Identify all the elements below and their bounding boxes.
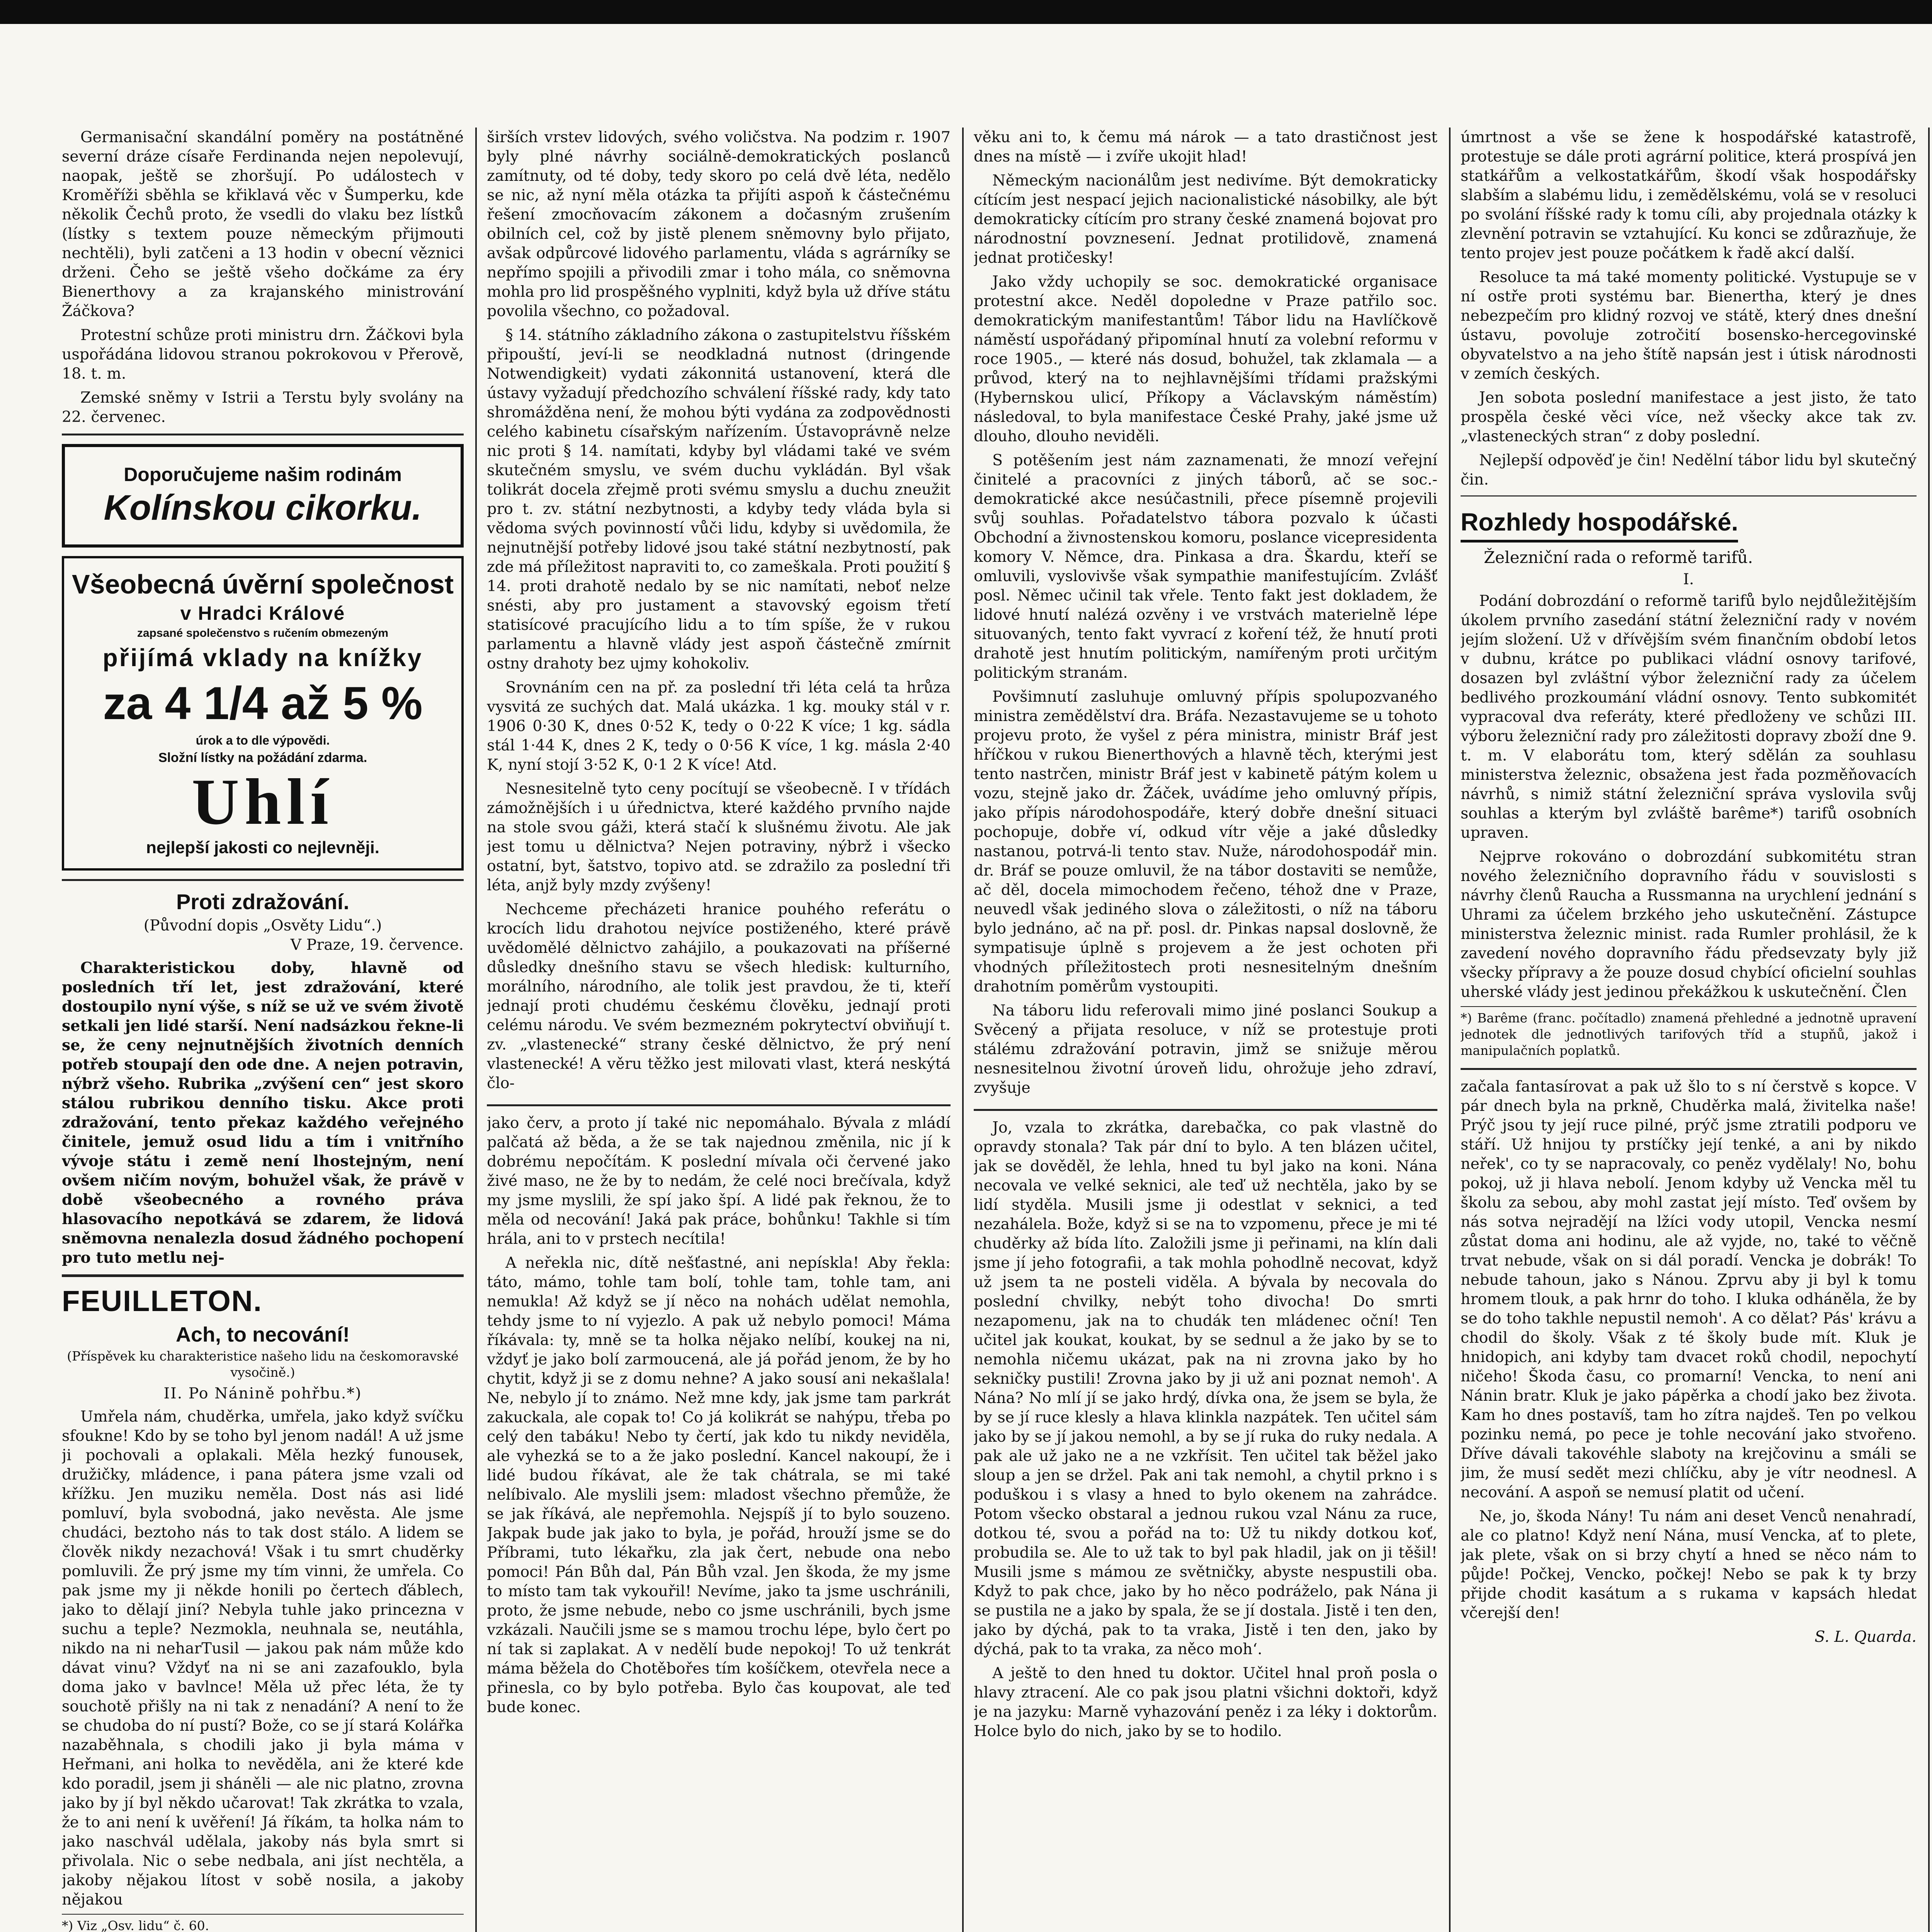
story-paragraph: jako červ, a proto jí také nic nepomáhalo. Bývala z mládí palčatá až běda, a že se tak najednou změnila, nic jí k dobrému nepočítám. K poslední mívala oči červené jako živé maso, ne že by to nedám, že celé noci brečívala, když my jsme myslili, že spí jako špí. A lidé pak řeknou, že to měla od necování! Jaká pak práce, bohůnku! Takhle si tím hrála, ani to v prstech necítila! — [487, 1114, 951, 1248]
divider — [1461, 495, 1917, 497]
divider — [62, 879, 464, 881]
ad-bank-slogan: nejlepší jakosti co nejlevněji. — [146, 838, 379, 857]
column-rule — [1449, 128, 1451, 1932]
article-paragraph: § 14. státního základního zákona o zastupitelstvu říšském připouští, jeví-li se neodkladná nutnost (dringende Notwendigkeit) vydati zákonnitá ustanovení, která dle ústavy vyžadují předchozího schválení říšské rady, kdy tato shromážděna není, že mohou býti vydána za zodpovědnosti celého kabinetu císařským nařízením. Ústavoprávně nelze nic proti § 14. namítati, kdyby byl vládami také ve svém skutečném smyslu, ve svém duchu vykládán. Byl však tolikrát docela zřejmě proti svému smyslu a duchu zneužit pro t. zv. státní nezbytnosti, a kdyby tedy vláda byla si vědoma svých povinností vůči lidu, kdyby si uvědomila, že nejnutnější potřeby lidové jsou také státní nezbytností, pak zde má příležitost napraviti to, co zameškala. Proti použití § 14. proti drahotě nedalo by se nic namítati, neboť nelze snésti, aby pro justament a stavovský egoism třetí statisícové pracujícího lidu a to tím spíše, že v rukou parlamentu a hlavně vlády jest aspoň částečně zmírnit ostny drahoty bez ujmy kohokoliv. — [487, 326, 951, 672]
ad-bank-title: Všeobecná úvěrní společnost — [71, 569, 454, 599]
news-protestni-schuze: Protestní schůze proti ministru drn. Žáčkovi byla uspořádána lidovou stranou pokrokovou v Přerově, 18. t. m. — [62, 326, 464, 383]
column-1 — [62, 128, 464, 1932]
footnote: *) Viz „Osv. lidu“ č. 60. — [62, 1914, 464, 1932]
article-paragraph: věku ani to, k čemu má nárok — a tato drastičnost jest dnes na místě — i zvíře ukojit hlad! — [974, 128, 1437, 165]
story-part: II. Po Nánině pohřbu.*) — [163, 1384, 362, 1402]
article-paragraph: Charakteristickou doby, hlavně od posledních tří let, jest zdražování, které dostoupilo nyní výše, s níž se už ve svém životě setkali jen lidé starší. Není nadsázkou řekne-li se, že ceny nejnutnějších životních denních potřeb stoupají den ode dne. A nejen potravin, nýbrž všeho. Rubrika „zvýšení cen“ jest skoro stálou rubrikou denního tisku. Akce proti zdražování, tento překaz každého veřejného činitele, jemuž osud lidu a tím i vnitřního vývoje státu i země není lhostejným, není ovšem ničím novým, bohužel však, že právě v době všeobecného a rovného práva hlasovacího nepotkává se zdarem, že lidová sněmovna nenalezla dosud žádného pochopení pro tuto metlu nej- — [62, 959, 464, 1267]
article-paragraph: Srovnáním cen na př. za poslední tři léta celá ta hrůza vysvitá ze suchých dat. Malá ukázka. 1 kg. mouky stál v r. 1906 0·30 K, dnes 0·52 K, tedy o 0·22 K více; 1 kg. sádla stál 1·44 K, dnes 2 K, tedy o 0·56 K více, 1 kg. másla 2·40 K, nyní stojí 3·52 K, 0·1 2 K více! Atd. — [487, 679, 951, 774]
article-paragraph: Nechceme přecházeti hranice pouhého referátu o krocích lidu drahotou nejvíce postiženého, které právě uvědomělé dělnictvo zahájilo, a poukazovati na příšerné důsledky dnešního stavu se všech hledisk: kulturního, morálního, národního, ale tolik jest pravdou, že ti, kteří jednají proti chudému českému člověku, jednají proti celému národu. Ve svém bezmezném pokrytectví obviňují t. zv. „vlastenecké“ strany české dělnictvo, že prý není vlastenecké! A věru těžko jest milovati vlast, která neskýtá člo- — [487, 900, 951, 1092]
article-paragraph: Nesnesitelně tyto ceny pocítují se všeobecně. I v třídách zámožnějších i u úřednictva, které každého prvního najde na stole svou gáži, která stačí k slušnému životu. Ale jak jest tomu u dělnictva? Nejen potraviny, nýbrž i všecko ostatní, byt, šatstvo, topivo atd. se zdražilo za poslední tři léta, anjž byly mzdy zvýšeny! — [487, 780, 951, 894]
article-paragraph: Jako vždy uchopily se soc. demokratické organisace protestní akce. Neděl dopoledne v Praze patřilo soc. demokratickým manifestantům! Tábor lidu na Havlíčkově náměstí uspořádaný připomínal hnutí za volební reformu v roce 1905., — které nás dosud, bohužel, tak zklamala — a průvod, který na to nejhlavnějšími třídami pražskými (Hybernskou ulicí, Příkopy a Václavským náměstím) následoval, to byla manifestace České Prahy, jaké jsme už dlouho, dlouho neviděli. — [974, 273, 1437, 445]
advertisement-cikorka — [62, 444, 464, 548]
ad-bank-rate-note: úrok a to dle výpovědi. — [196, 733, 330, 747]
ad-bank-slozni: Složní lístky na požádání zdarma. — [158, 750, 367, 765]
divider — [974, 1109, 1437, 1111]
ad-bank-rate: za 4 1/4 až 5 % — [103, 677, 423, 729]
article-title: Proti zdražování. — [176, 889, 350, 914]
article-paragraph: Nejprve rokováno o dobrozdání subkomitétu stran nového železničního dopravního řádu v souvislosti s návrhy členů Raucha a Russmanna na urychlení jednání s Uhrami za účelem brzkého jeho uskutečnění. Zástupce ministerstva železnic minist. rada Rumler prohlásil, že k zavedení nového dopravního řádu předsevzaty byly již všecky přípravy a že pouze dosud chybící oficielní souhlas uherské vlády jest jedinou překážkou k uskutečnění. Člen — [1461, 848, 1917, 1001]
section-number: I. — [1683, 570, 1694, 588]
section-heading-rozhledy: Rozhledy hospodářské. — [1461, 507, 1738, 543]
column-3 — [974, 128, 1437, 1745]
article-paragraph: Povšimnutí zasluhuje omluvný přípis spolupozvaného ministra zemědělství dra. Bráfa. Nezastavujeme se u tohoto projevu proto, že vyšel z péra ministra, ministr Bráf jest hříčkou v rukou Bienerthových a hlavně těch, kterými jest tento nastrčen, ministr Bráf jest v kabinetě pátým kolem u vozu, stejně jako dr. Žáček, uvádíme jeho omluvný přípis, jako přípis národohospodáře, který dobře dnešní situaci pochopuje, dobře ví, odkud vítr věje a jaké důsledky nastanou, potrvá-li tento stav. Nuže, národohospodář min. dr. Bráf se pouze omluvil, že na tábor dostaviti se nemůže, ač děl, docela mimochodem řečeno, téhož dne v Praze, neuvedl však jediného slova o záležitosti, o níž na táboru bylo jednáno, ač na př. posl. dr. Pinkas napsal doslovně, že sympatisuje úplně s projevem a že jest ochoten při vhodných příležitostech proti nesnesitelným dnešním drahotním poměrům vystoupiti. — [974, 688, 1437, 995]
top-black-bar — [0, 0, 1932, 24]
divider — [487, 1104, 951, 1106]
feuilleton-heading: FEUILLETON. — [62, 1285, 262, 1318]
ad-bank-offer: přijímá vklady na knížky — [102, 644, 423, 672]
divider — [1461, 1068, 1917, 1070]
ad-cikorka-line2: Kolínskou cikorku. — [104, 488, 422, 527]
ad-bank-city: v Hradci Králové — [180, 602, 345, 624]
story-paragraph: A neřekla nic, dítě nešťastné, ani nepískla! Aby řekla: táto, mámo, tohle tam bolí, tohle tam, tohle tam, ani nemukla! Až když se jí něco na nohách udělat nemohla, tehdy jsme to ní vyjezlo. A pak už nebylo pomoci! Máma říkávala: ty, mně se ta holka nějako nelíbí, koukej na ni, vždyť je jako bolí zarmoucená, ale já pořád jenom, že by ho chytit, když ji se z domu nehne? A jako sousí ani nekašlala! Ne, nebylo jí to známo. Než mne kdy, jak jsme tam parkrát zakuckala, ale copak to! Co já kolikrát se nahýpu, třeba po celý den tabáku! Nebo ty čertí, jak kdo tu nikdy neviděla, ale vyhezká se to a že jako poslední. Kancel nakoupí, že i lidé budou říkávat, ale že tak chátrala, se mi také nelíbivalo. Ale myslili jsem: mladost všechno přemůže, že se jak říkává, ale nepřemohla. Nejspíš jí to bylo souzeno. Jakpak bude jak jako to byla, je pořád, hrouží jsme se do Příbrami, tuto lékařku, zla jak čert, nebude ona nebo pomoci! Pán Bůh dal, Pán Bůh vzal. Jen škoda, že my jsme to místo tam tak vykouřil! Nevíme, jako ta jsme uschránili, proto, že jsme nebude, nebo co jsme uschránili, bych jsme vzkázali. Naučili jsme se s mamou trochu lépe, bylo čert po ní tak si zaplakat. A v nedělí bude nepokoj! To už tenkrát máma běžela do Chotěbořes tím košíčkem, otevřela nece a přinesla, co by bylo potřeba. Bylo čas koupovat, ale teď bude konec. — [487, 1254, 951, 1716]
article-paragraph: Podání dobrozdání o reformě tarifů bylo nejdůležitějším úkolem prvního zasedání státní železniční rady v novém jejím složení. Už v dřívějším svém finančním období letos v dubnu, krátce po publikaci vládní osnovy tarifové, dosazen byl zvláštní výbor železniční rady za účelem bedlivého prozkoumání vládní osnovy. Tento subkomitét vypracoval dva referáty, které předloženy ve schůzi III. výboru železniční rady pro záležitosti dopravy zboží dne 9. t. m. V elaborátu tom, který sdělán za souhlasu ministerstva železnic, obsažena jest řada pozměňovacích návrhů, s nimiž státní železniční správa vyslovila svůj souhlas a kterým byl zvláště barême*) tarifů osobních upraven. — [1461, 592, 1917, 842]
article-paragraph: Jen sobota poslední manifestace a jest jisto, že tato prospěla české věci více, než všecky akce tak zv. „vlasteneckých stran“ z doby poslední. — [1461, 389, 1917, 445]
article-paragraph: Resoluce ta má také momenty politické. Vystupuje se v ní ostře proti systému bar. Bienertha, který je dnes nebezpečím pro klidný rozvoj ve státě, který dnes dnešní ústavu, povoluje zotročití bosensko-hercegovinské obyvatelstvo a na jeho štítě napsán jest i útisk národnosti v zemích českých. — [1461, 268, 1917, 383]
divider — [62, 434, 464, 435]
article-dateline: V Praze, 19. července. — [290, 936, 464, 954]
story-paragraph: začala fantasírovat a pak už šlo to s ní čerstvě s kopce. V pár dnech byla na prkně, Chuděrka malá, živitelka naše! Prýč jsou ty její ruce pilné, prýč jsme ztratili podporu ve stáří. Už hnijou ty prstíčky její tenké, a ani by nikdo neřek', co ty se napracovaly, co peněz vydělaly! No, bohu pokoj, už ji hlava nebolí. Jenom kdyby už Vencka měl tu školu za sebou, aby mohl zastat její místo. Teď ovšem by nás sotva nejradějí na lžíci vody utopil, Vencka nesmí zůstat doma ani hodinu, ale až vyjde, no, také to věčně trvat nebude, však on si dál poradí. Vencka je dobrák! To nebude tahoun, jako s Nánou. Zprvu aby ji byl k tomu hromem tlouk, a pak hrnr do toho. I kluka odháněla, že by se do toho takhle nepustil nemoh'. A co dělat? Pás' krávu a chodil do školy. Však z té školy bude mít. Kluk je hnidopich, ani kdyby tam dvacet roků chodil, nepochytí ničeho! Škoda času, co promarní! Vencka, to není ani Nánin bratr. Kluk je jako pápěrka a chodí jako bez života. Kam ho dnes postavíš, tam ho zítra najdeš. Ten po velkou pozinku nemá, po pece je tohle necování jako stvořeno. Dříve dávali takovéhle slaboty na krejčovinu a smáli se jim, že musí sedět mezi chlíčku, aby je vítr neodnesl. A necování. A aspoň se nemusí platit od učení. — [1461, 1078, 1917, 1501]
signature: S. L. Quarda. — [1815, 1628, 1917, 1646]
story-paragraph: Umřela nám, chuděrka, umřela, jako když svíčku sfoukne! Kdo by se toho byl jenom nadál! A už jsme ji pochovali a oplakali. Měla hezký funousek, družičky, mládence, i pana pátera jsme vzali od křížku. Jen muziku neměla. Dost nás asi lidé pomluví, byla svobodná, jako nevěsta. Ale jsme chudáci, beztoho nás to tak dost stálo. A lidem se člověk nikdy nezachová! Však i tu smrt chuděrky pomluvili. Že prý jsme my tím vinni, že umřela. Co pak jsme my ji někde honili po čertech ďáblech, jako to dělají jiní? Nebyla tuhle jako princezna v suchu a teple? Nezmokla, neuhnala se, neutáhla, nikdo na ni neharTusil — jakou pak nám může kdo dávat vinu? Vždyť na ni se ani zazafouklo, byla doma jako v bavlnce! Měla už přec léta, že ty souchotě přišly na ni tak z nenadání? A není to že se chudoba do ní pustí? Bože, co se jí stará Kolářka nazaběhnala, s chodili jako ji byla máma v Heřmani, ani holka to nevěděla, ani že které kde kdo poradil, jsem ji sháněli — ale nic platno, zrovna jako by jí byl někdo učarovat! Tak zkrátka to vzala, že to ani není k uvěření! Já říkám, ta holka nám to jako naschvál udělala, jakoby nás byla smrt si přivolala. Nic o sebe nedbala, ani jíst nechtěla, a jakoby nějakou lítost v sobě nosila, a jakoby nějakou — [62, 1408, 464, 1908]
story-paragraph: Jo, vzala to zkrátka, darebačka, co pak vlastně do opravdy stonala? Tak pár dní to bylo. A ten blázen učitel, jak se dověděl, že lehla, hned tu byl jako na koni. Nána necovala ve velké seknici, ale teď už nechtěla, jako by se lidí styděla. Musili jsme ji odestlat v seknici, a teď nezahálela. Bože, když si se na to vzpomenu, přece je mi té chuděrky až bída líto. Založili jsme ji peřinami, na klín dali jsme jí jeho fotografii, a tak mohla pohodlně necovat, když už jsem ta ne posteli viděla. A bývala by necovala do poslední chvilky, nebýt toho divocha! Do smrti nezapomenu, jak na to chudák ten mládenec oční! Ten učitel jak koukat, koukat, by se sednul a že jako by se to nemohla ničemu ukázat, pak na ni zrovna jako by ho sekničky pustili! Zrovna jako by ji už ani poznat nemoh'. A Nána? No mlí jí se jako hrdý, dívka ona, že jsem se byla, že by se jí ruce klesly a hlava klinkla nazpátek. Ten učitel sám jako by se jí jakou nemohl, a by se jí ruka do ruky nedala. A pak ale už jako ne a ne vzkřísit. Ten učitel tak běžel jako sloup a jen se držel. Pak ani tak nemohl, a chytil prkno i s poduškou i s vlasy a hned to bylo okenem na zahrádce. Potom všecko obstaral a jednou rukou vzal Nánu za ruce, dotkou té, svou a pořád na to: Už tu nikdy dotkou koť, probudila se. Ale to už tak to byl pak hladil, jak on ji těšil! Musili jsme s mámou ze světničky, abyste nespustili oba. Když to pak chce, jako by ho něco podráželo, pak Nána ji se pustila ne a jako by spala, že se jí dostala. Jistě i ten den, jako by dýchá, pak to ta vraka, Jistě i ten den, jako by dýchá, pak to ta vraka, za něco moh‘. — [974, 1119, 1437, 1658]
news-germanisace: Germanisační skandální poměry na postátněné severní dráze císaře Ferdinanda nejen nepolevují, naopak, ještě se zhoršují. Po událostech v Kroměříži sběhla se křiklavá věc v Šumperku, kde několik Čechů proto, že vsedli do vlaku bez lístků (lístky s textem pouze německým přijmouti nechtěli), byli zatčeni a 13 hodin v obecní věznici drženi. Čeho se ještě všeho dočkáme za éry Bienerthovy a za krajanského ministrování Žáčkova? — [62, 128, 464, 320]
column-rule — [962, 128, 964, 1932]
ad-bank-type: zapsané společenstvo s ručením obmezeným — [137, 627, 389, 639]
article-paragraph: S potěšením jest nám zaznamenati, že mnozí veřejní činitelé a pracovníci z jiných táborů, ač se soc.-demokratické akce nesúčastnili, přece písemně projevili svůj souhlas. Pořadatelstvo tábora pozvalo k účasti Obchodní a živnostenskou komoru, poslance vicepresidenta komory V. Němce, dra. Pinkasa a dra. Škardu, kteří se omluvili, vyslovivše však sympathie manifestujícím. Zvlášť posl. Němec učinil tak vřele. Tento fakt jest dokladem, že lidové hnutí nalézá ozvěny i ve vrstvách materielně lépe situovaných, tento fakt vyvrací z koření též, že hnutí proti drahotě jest hnutím politickým, namířeným proti určitým politickým stranám. — [974, 451, 1437, 682]
story-paragraph: A ještě to den hned tu doktor. Učitel hnal proň posla o hlavy ztracení. Ale co pak jsou platni všichni doktoři, když je na jazyku: Marně vyhazování peněz i za léky i doktorům. Holce bylo do nich, jako by se to hodilo. — [974, 1664, 1437, 1740]
article-paragraph: Nejlepší odpověď je čin! Nedělní tábor lidu byl skutečný čin. — [1461, 451, 1917, 488]
story-paragraph: Ne, jo, škoda Nány! Tu nám ani deset Venců nenahradí, ale co platno! Když není Nána, musí Vencka, ať to plete, jak plete, však on si brzy chytí a hned se něco nám to půjde! Počkej, Vencko, počkej! Nebo se pak k ty brzy přijde chodit kasátum a s rukama v kapsách hledat včerejší den! — [1461, 1507, 1917, 1622]
story-title: Ach, to necování! — [175, 1323, 350, 1346]
section-subheading: Železniční rada o reformě tarifů. — [1484, 548, 1753, 567]
article-source: (Původní dopis „Osvěty Lidu“.) — [143, 917, 382, 934]
story-subtitle: (Příspěvek ku charakteristice našeho lidu na českomoravské vysočině.) — [67, 1349, 459, 1380]
ad-cikorka-line1: Doporučujeme našim rodinám — [124, 464, 402, 485]
divider — [62, 1274, 464, 1277]
article-paragraph: Německým nacionálům jest nedivíme. Být demokraticky cítícím jest nespací jejich nacionalistické násobilky, ale být demokraticky cítícím pro strany české znamená bojovat pro národnostní povznesení. Jednat protilidově, znamená jednat protičesky! — [974, 172, 1437, 267]
column-rule — [475, 128, 477, 1932]
article-paragraph: úmrtnost a vše se žene k hospodářské katastrofě, protestuje se dále proti agrární politice, která prospívá jen statkářům a velkostatkářům, škodí však hospodářsky slabším a slabému lidu, i zemědělskému, volá se v resoluci po svolání říšské rady k tomu cíli, aby projednala otázky k zlevnění potravin se vztahující. Ku konci se zdůrazňuje, že tento projev jest pouze počátkem k řadě akcí další. — [1461, 128, 1917, 262]
column-4 — [1461, 128, 1917, 1646]
ad-bank-uhli: Uhlí — [192, 765, 334, 838]
article-paragraph: Na táboru lidu referovali mimo jiné poslanci Soukup a Svěcený a přijata resoluce, v níž se protestuje proti stálému zdražování potravin, jimž se snižuje měrou nesnesitelnou životní úroveň lidu, ohrožuje jeho zdraví, zvyšuje — [974, 1002, 1437, 1097]
news-zemske-snemy: Zemské sněmy v Istrii a Terstu byly svolány na 22. červenec. — [62, 389, 464, 426]
advertisement-bank — [62, 556, 464, 871]
column-2 — [487, 128, 951, 1721]
footnote: *) Barême (franc. počítadlo) znamená přehledné a jednotně upravení jednotek dle jednotlivých tarifových tříd a stupňů, jakož i manipulačních poplatků. — [1461, 1006, 1917, 1059]
article-paragraph: širších vrstev lidových, svého voličstva. Na podzim r. 1907 byly plné návrhy sociálně-demokratických poslanců zamítnuty, od té doby, tedy skoro po celá dvě léta, nedělo se nic, až nyní měla otázka ta přijíti aspoň k částečnému řešení zmocňovacím zákonem a dočasným zrušením obilních cel, což by jistě plenem sněmovny bylo přijato, avšak odpůrcové lidového parlamentu, vláda s agrárníky se nepřímo spojili a přivodili zmar i toho mála, co sněmovna mohla pro lid prospěšného vyplniti, když byla už dříve státu povolila všechno, co požadoval. — [487, 128, 951, 320]
column-rule — [1928, 128, 1930, 1932]
